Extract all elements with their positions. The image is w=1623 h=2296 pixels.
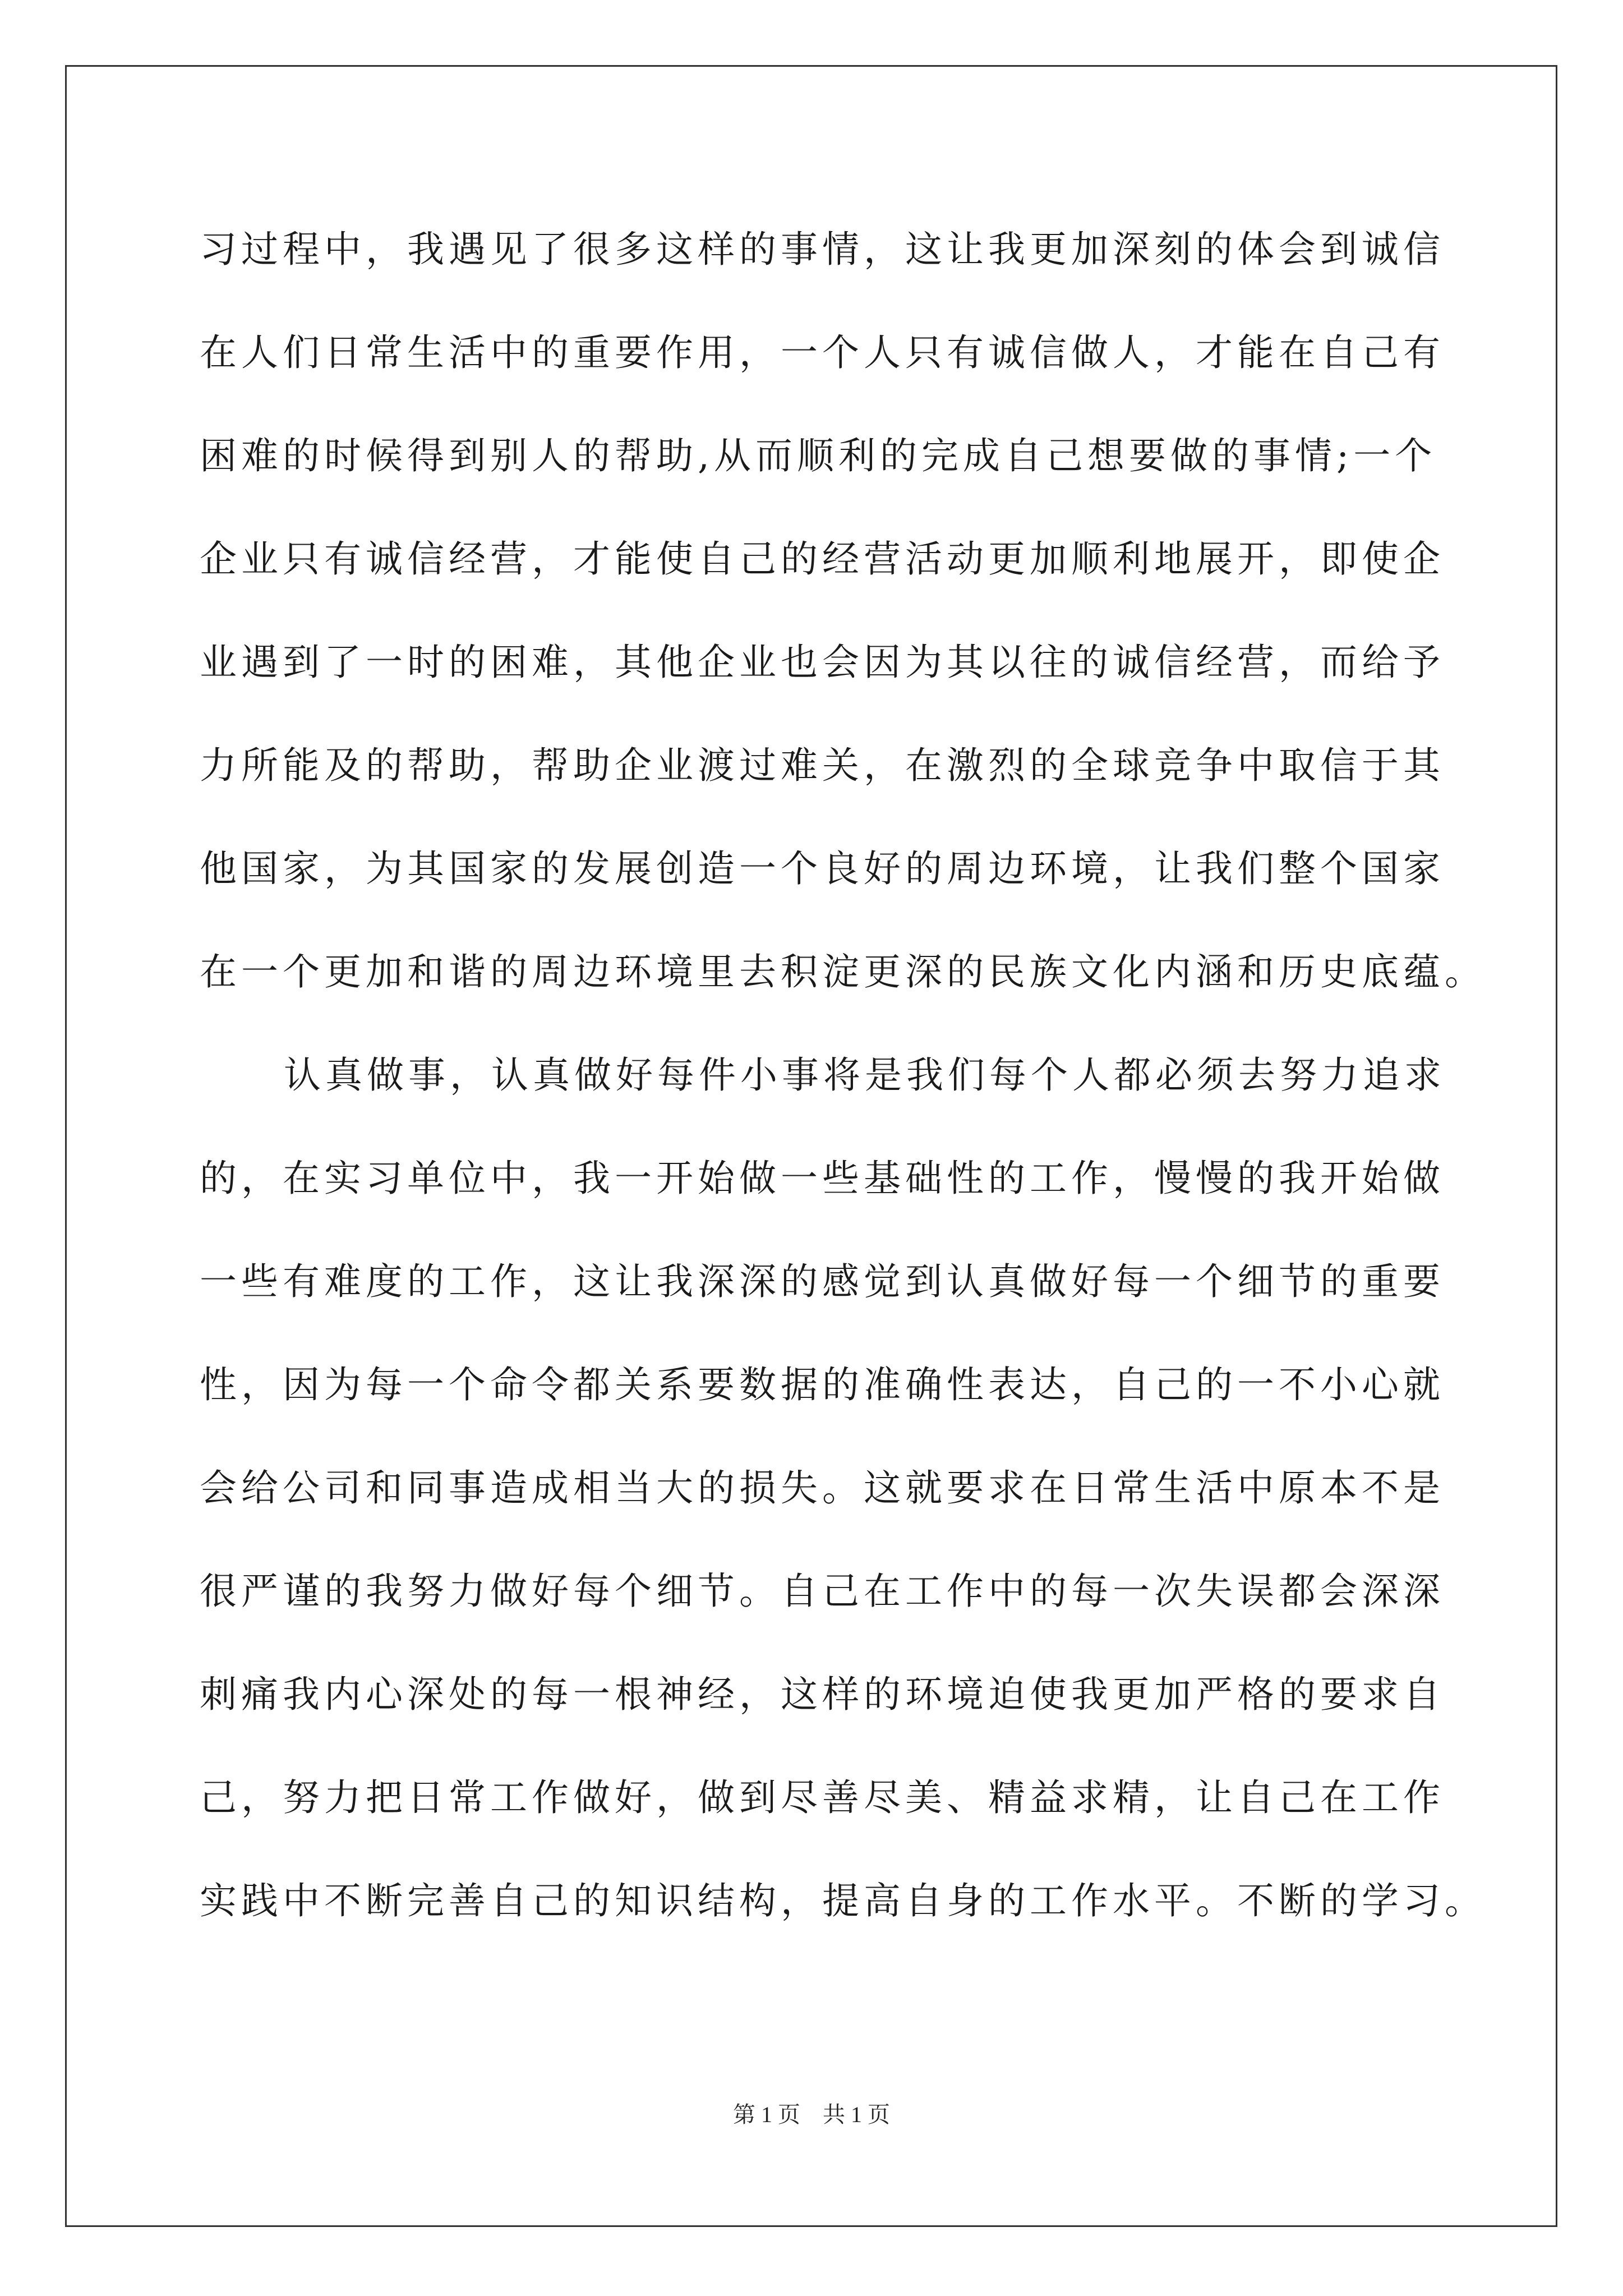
text-line: 己，努力把日常工作做好，做到尽善尽美、精益求精，让自己在工作 <box>200 1776 1445 1819</box>
text-line: 一些有难度的工作，这让我深深的感觉到认真做好每一个细节的重要 <box>200 1260 1445 1303</box>
text-line: 会给公司和同事造成相当大的损失。这就要求在日常生活中原本不是 <box>200 1466 1445 1510</box>
text-line: 习过程中，我遇见了很多这样的事情，这让我更加深刻的体会到诚信 <box>200 228 1445 271</box>
text-line: 在人们日常生活中的重要作用，一个人只有诚信做人，才能在自己有 <box>200 331 1445 374</box>
text-line: 很严谨的我努力做好每个细节。自己在工作中的每一次失误都会深深 <box>200 1570 1445 1613</box>
paragraph-start-line: 认真做事，认真做好每件小事将是我们每个人都必须去努力追求 <box>284 1053 1446 1097</box>
page-number-footer: 第 1 页 共 1 页 <box>733 2102 890 2127</box>
text-line: 他国家，为其国家的发展创造一个良好的周边环境，让我们整个国家 <box>200 847 1445 890</box>
text-line: 在一个更加和谐的周边环境里去积淀更深的民族文化内涵和历史底蕴。 <box>200 950 1486 993</box>
text-line: 刺痛我内心深处的每一根神经，这样的环境迫使我更加严格的要求自 <box>200 1673 1445 1716</box>
text-line: 企业只有诚信经营，才能使自己的经营活动更加顺利地展开，即使企 <box>200 537 1445 581</box>
text-line: 性，因为每一个命令都关系要数据的准确性表达，自己的一不小心就 <box>200 1363 1445 1406</box>
text-line: 的，在实习单位中，我一开始做一些基础性的工作，慢慢的我开始做 <box>200 1157 1445 1200</box>
text-line: 实践中不断完善自己的知识结构，提高自身的工作水平。不断的学习。 <box>200 1879 1486 1922</box>
document-body <box>200 219 1486 1973</box>
text-line: 困难的时候得到别人的帮助,从而顺利的完成自己想要做的事情;一个 <box>200 434 1437 477</box>
text-line: 业遇到了一时的困难，其他企业也会因为其以往的诚信经营，而给予 <box>200 641 1445 684</box>
text-line: 力所能及的帮助，帮助企业渡过难关，在激烈的全球竞争中取信于其 <box>200 744 1445 787</box>
